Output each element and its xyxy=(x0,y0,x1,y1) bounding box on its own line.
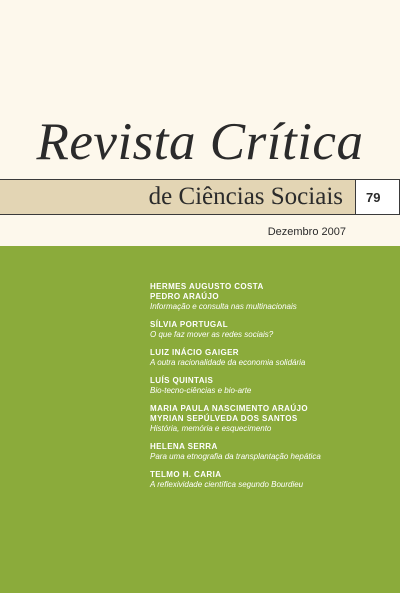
toc-entry xyxy=(150,282,390,312)
toc-entry xyxy=(150,442,390,462)
entry-title: Bio-tecno-ciências e bio-arte xyxy=(150,386,252,395)
entry-title: Para uma etnografia da transplantação hepática xyxy=(150,452,321,461)
toc-entry xyxy=(150,404,390,434)
issue-box xyxy=(356,179,400,215)
toc-entry xyxy=(150,320,390,340)
date-strip xyxy=(0,217,400,246)
entry-author: PEDRO ARAÚJO xyxy=(150,292,219,301)
entry-author: LUÍS QUINTAIS xyxy=(150,376,214,385)
issue-date: Dezembro 2007 xyxy=(267,226,346,238)
toc-entry xyxy=(150,470,390,490)
entry-author: SÍLVIA PORTUGAL xyxy=(150,320,228,329)
entry-author: TELMO H. CARIA xyxy=(150,470,222,479)
entry-author: MARIA PAULA NASCIMENTO ARAÚJO xyxy=(150,404,308,413)
entry-title: A reflexividade científica segundo Bourdieu xyxy=(150,480,304,489)
entry-author: MYRIAN SEPÚLVEDA DOS SANTOS xyxy=(150,414,298,423)
entry-author: HERMES AUGUSTO COSTA xyxy=(150,282,264,291)
journal-subtitle: de Ciências Sociais xyxy=(148,183,343,210)
subtitle-band xyxy=(0,179,400,217)
entry-title: Informação e consulta nas multinacionais xyxy=(150,302,297,311)
entry-author: HELENA SERRA xyxy=(150,442,218,451)
journal-title: Revista Crítica xyxy=(36,113,364,171)
toc-entry xyxy=(150,376,390,396)
issue-number: 79 xyxy=(366,190,381,205)
entry-title: O que faz mover as redes sociais? xyxy=(150,330,274,339)
entry-title: A outra racionalidade da economia solidária xyxy=(150,358,306,367)
table-of-contents xyxy=(150,282,390,498)
entry-author: LUIZ INÁCIO GAIGER xyxy=(150,348,239,357)
toc-entry xyxy=(150,348,390,368)
subtitle-box xyxy=(0,179,356,215)
entry-title: História, memória e esquecimento xyxy=(150,424,272,433)
